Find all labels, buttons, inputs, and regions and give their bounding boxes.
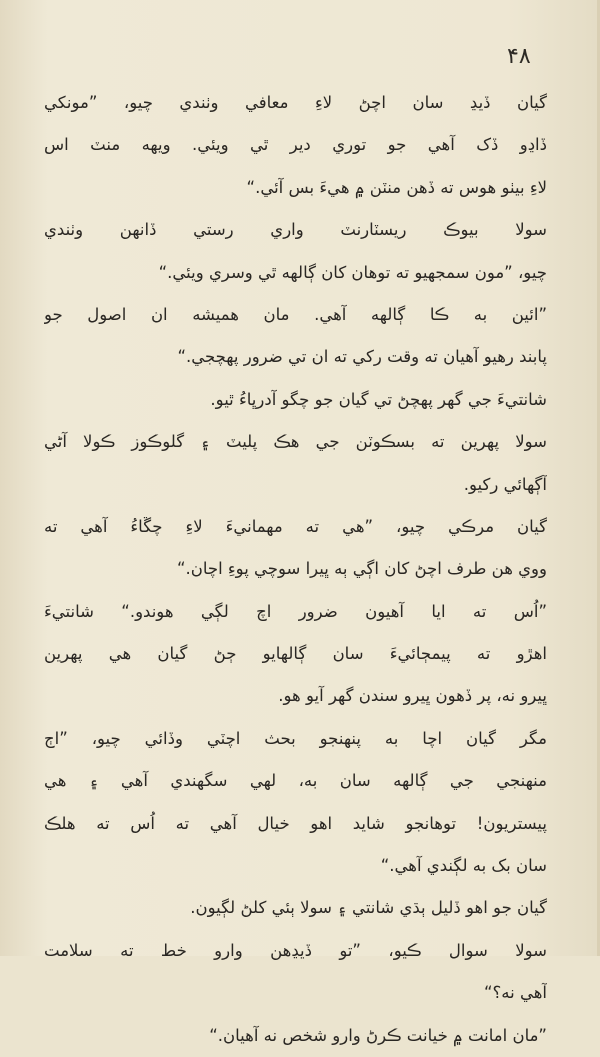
- text-line: شانتيءَ جي گهر پهچڻ تي گيان جو چگو آدرڀاءُ ٿيو.: [210, 389, 547, 409]
- text-line: آهي نه؟“: [483, 983, 547, 1003]
- text-line: گيان جو اهو ڏليل ٻڌي شانتي ۽ سولا ٻئي کلڻ لڳيون.: [190, 898, 547, 918]
- text-line: ”اُس ته ايا آهيون ضرور اچ لڳي هوندو.“ شانتيءَ: [44, 601, 547, 621]
- text-line: سان بک به لڳندي آهي.“: [380, 856, 547, 876]
- text-line: ”مان امانت ۾ خيانت ڪرڻ وارو شخص نه آهيان.“: [209, 1025, 547, 1045]
- text-line: گيان مرڪي چيو، ”هي ته مهمانيءَ لاءِ چڱاءُ آهي ته: [44, 516, 547, 536]
- text-line: ووي هن طرف اچڻ کان اڳي ٻه ڀيرا سوچي پوءِ اچان.“: [176, 559, 547, 579]
- body-text: [44, 82, 547, 1057]
- text-line: سولا پهرين ته بسڪوٽن جي هڪ پليٽ ۽ گلوڪوز ڪولا آڻي: [44, 432, 547, 452]
- text-line: پابند رهيو آهيان ته وقت رکي ته ان تي ضرور پهچجي.“: [177, 347, 547, 367]
- text-line: ”ائين به ڪا ڳالهه آهي. مان هميشه ان اصول جو: [44, 304, 547, 324]
- text-line: سولا بيوڪ ريسٽارنٽ واري رستي ڏانهن وٺندي: [44, 220, 547, 240]
- text-line: ڀيرو نه، پر ڏهون ڀيرو سندن گهر آيو هو.: [278, 686, 547, 706]
- text-line: آڳهائي رکيو.: [463, 474, 547, 494]
- text-line: چيو، ”مون سمجهيو ته توهان کان ڳالهه ٿي وسري ويئي.“: [158, 262, 547, 282]
- text-line: منهنجي جي ڳالهه سان به، لهي سگهندي آهي ۽ هي: [44, 771, 547, 791]
- text-line: پيستريون! توهانجو شايد اهو خيال آهي ته اُس ته هلڪ: [44, 813, 547, 833]
- text-line: لاءِ بيٺو هوس ته ڏهن منٽن ۾ هيءَ بس آئي.“: [246, 177, 547, 197]
- text-line: اهڙو ته پيمڄائيءَ سان ڳالهايو ڄڻ گيان هي پهرين: [44, 644, 547, 664]
- page-number: ۴۸: [507, 44, 531, 69]
- text-line: ڏاڍو ڏک آهي جو توري دير ٿي ويئي. ويهه منٽ اس: [44, 135, 547, 155]
- text-line: گيان ڏيڍ سان اچڻ لاءِ معافي وٺندي چيو، ”مونکي: [44, 93, 547, 112]
- text-line: مگر گيان اچا به پنهنجو بحث اچٽي وڏائي چيو، ”اڄ: [44, 728, 547, 748]
- text-line: سولا سوال ڪيو، ”تو ڏيڍهن وارو خط ته سلامت: [44, 940, 547, 960]
